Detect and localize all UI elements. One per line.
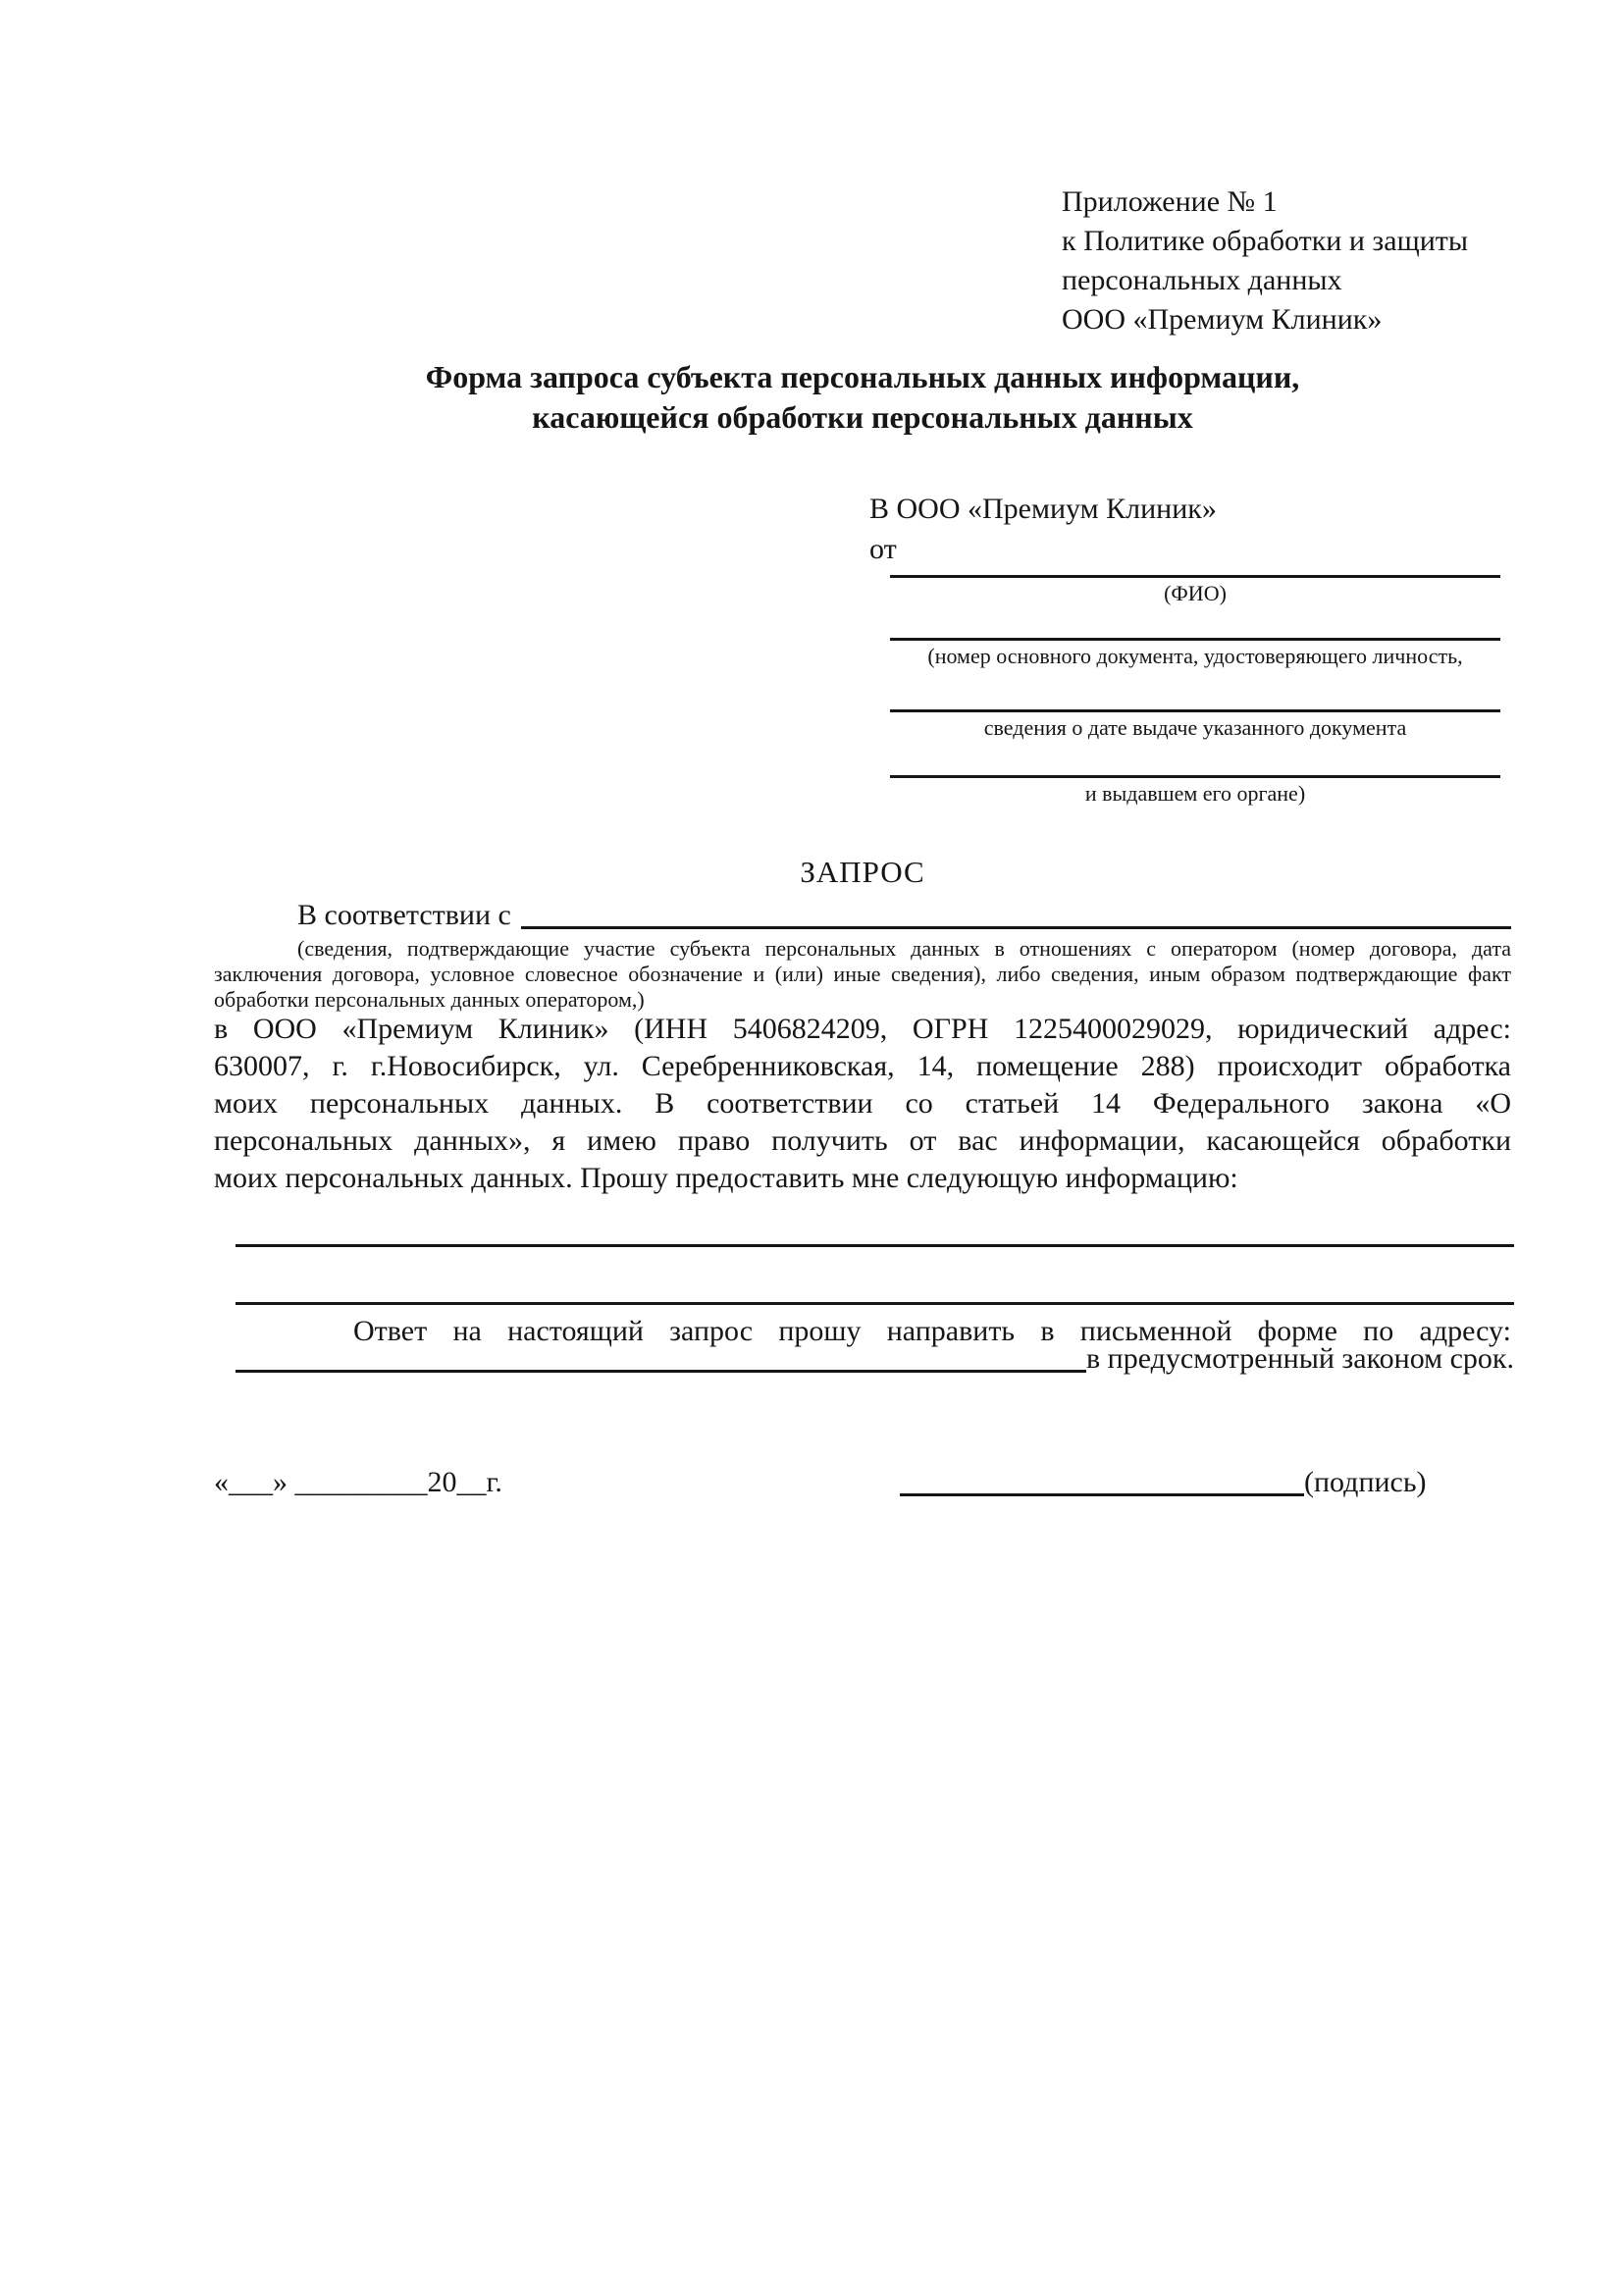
signature-group (900, 1464, 1427, 1501)
info-blank-line-1 (236, 1244, 1514, 1247)
document-title-line: касающейся обработки персональных данных (532, 399, 1193, 435)
fine-print-line: (сведения, подтверждающие участие субъекта персональных данных в отношениях с оператором (номер договора, дата (297, 936, 1511, 961)
appendix-line: к Политике обработки и защиты (1062, 225, 1469, 257)
fio-blank-line (890, 575, 1500, 578)
request-heading: ЗАПРОС (800, 855, 925, 889)
info-blank-line-2 (236, 1302, 1514, 1305)
body-line: 630007, г. г.Новосибирск, ул. Серебренниковская, 14, помещение 288) происходит обработка (214, 1050, 1511, 1082)
body-line: персональных данных», я имею право получить от вас информации, касающейся обработки (214, 1124, 1511, 1157)
field-issuing-authority (890, 775, 1500, 807)
fine-print-line: заключения договора, условное словесное обозначение и (или) иные сведения), либо сведения, иным образом подтверждающие факт (214, 962, 1511, 986)
appendix-line: ООО «Премиум Клиник» (1062, 303, 1383, 336)
document-title (214, 357, 1511, 438)
issue-date-caption: сведения о дате выдаче указанного документа (983, 715, 1407, 740)
response-suffix: в предусмотренный законом срок. (1086, 1342, 1514, 1375)
addressee-block (869, 489, 1217, 569)
signature-caption: (подпись) (1304, 1466, 1427, 1498)
document-number-caption: (номер основного документа, удостоверяющего личность, (927, 644, 1463, 668)
body-line: моих персональных данных. В соответствии со статьей 14 Федерального закона «О (214, 1087, 1511, 1120)
accordance-blank-line (521, 900, 1511, 929)
fine-print (214, 936, 1511, 1013)
signature-blank-line (900, 1467, 1304, 1496)
appendix-line: персональных данных (1062, 264, 1342, 296)
appendix-line: Приложение № 1 (1062, 185, 1278, 218)
fine-print-line: обработки персональных данных оператором,) (214, 987, 645, 1012)
date-blank: «___» _________20__г. (214, 1466, 502, 1498)
response-address-row (236, 1340, 1514, 1378)
address-blank-line (236, 1343, 1086, 1373)
body-line: моих персональных данных. Прошу предоставить мне следующую информацию: (214, 1162, 1238, 1194)
body-paragraph (214, 1011, 1511, 1197)
document-title-line: Форма запроса субъекта персональных данных информации, (425, 359, 1300, 394)
appendix-note (1062, 183, 1468, 339)
body-line: в ООО «Премиум Клиник» (ИНН 5406824209, ОГРН 1225400029029, юридический адрес: (214, 1013, 1511, 1045)
field-issue-date (890, 709, 1500, 741)
document-number-blank-line (890, 638, 1500, 641)
issuing-authority-blank-line (890, 775, 1500, 778)
field-document-number (890, 638, 1500, 669)
accordance-label: В соответствии с (297, 899, 511, 931)
accordance-row (214, 897, 1511, 934)
response-line: Ответ на настоящий запрос прошу направить в письменной форме по адресу: (353, 1315, 1511, 1347)
issuing-authority-caption: и выдавшем его органе) (1084, 781, 1306, 806)
addressee-from-label: от (869, 533, 897, 565)
field-fio (890, 575, 1500, 606)
issue-date-blank-line (890, 709, 1500, 712)
fio-caption: (ФИО) (1164, 581, 1227, 605)
addressee-org: В ООО «Премиум Клиник» (869, 493, 1217, 525)
